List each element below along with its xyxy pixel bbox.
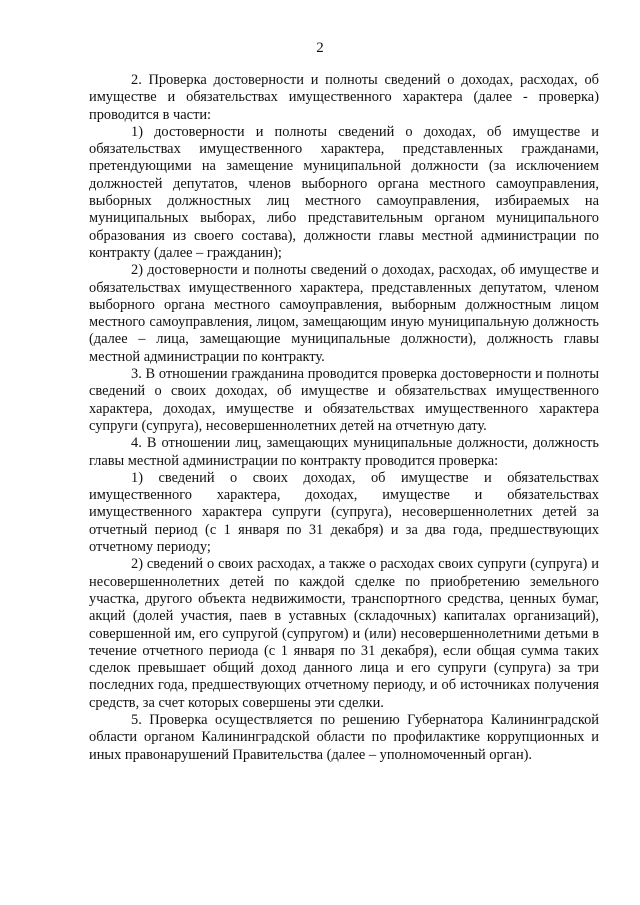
page-number: 2 [316, 40, 324, 56]
paragraph-4: 4. В отношении лиц, замещающих муниципальные должности, должность главы местной администрации по контракту проводится проверка: [89, 435, 599, 469]
paragraph-5: 5. Проверка осуществляется по решению Губернатора Калининградской области органом Калининградской области по профилактике коррупционных и иных правонарушений Правительства (далее – уполномоченный орган). [89, 711, 599, 763]
paragraph-4-2: 2) сведений о своих расходах, а также о расходах своих супруги (супруга) и несовершеннолетних детей по каждой сделке по приобретению земельного участка, другого объекта недвижимости, транспортного средства, ценных бумаг, акций (долей участия, паев в уставных (складочных) капиталах организаций), совершенной им, его супругой (супругом) и (или) несовершеннолетними детьми в течение отчетного периода (с 1 января по 31 декабря), если общая сумма таких сделок превышает общий доход данного лица и его супруги (супруга) за три последних года, предшествующих отчетному периоду, и об источниках получения средств, за счет которых совершены эти сделки. [89, 556, 599, 711]
document-body [89, 72, 599, 764]
paragraph-2: 2. Проверка достоверности и полноты сведений о доходах, расходах, об имуществе и обязательствах имущественного характера (далее - проверка) проводится в части: [89, 72, 599, 123]
paragraph-4-1: 1) сведений о своих доходах, об имуществе и обязательствах имущественного характера, доходах, имуществе и обязательствах имущественного характера супруги (супруга), несовершеннолетних детей за отчетный период (с 1 января по 31 декабря) и за два года, предшествующих отчетному периоду; [89, 469, 599, 556]
paragraph-3: 3. В отношении гражданина проводится проверка достоверности и полноты сведений о своих доходах, об имуществе и обязательствах имущественного характера, доходах, имуществе и обязательствах имущественного характера супруги (супруга), несовершеннолетних детей на отчетную дату. [89, 366, 599, 434]
paragraph-2-2: 2) достоверности и полноты сведений о доходах, расходах, об имуществе и обязательствах имущественного характера, представленных депутатом, членом выборного органа местного самоуправления, выборным должностным лицом местного самоуправления, лицом, замещающим иную муниципальную должность (далее – лица, замещающие муниципальные должности), должность главы местной администрации по контракту. [89, 262, 599, 365]
paragraph-2-1: 1) достоверности и полноты сведений о доходах, об имуществе и обязательствах имущественного характера, представленных гражданами, претендующими на замещение муниципальной должности (за исключением должностей депутатов, членов выборного органа местного самоуправления, выборных должностных лиц местного самоуправления, избираемых на муниципальных выборах, либо представительным органом муниципального образования из своего состава), должности главы местной администрации по контракту (далее – гражданин); [89, 123, 599, 261]
